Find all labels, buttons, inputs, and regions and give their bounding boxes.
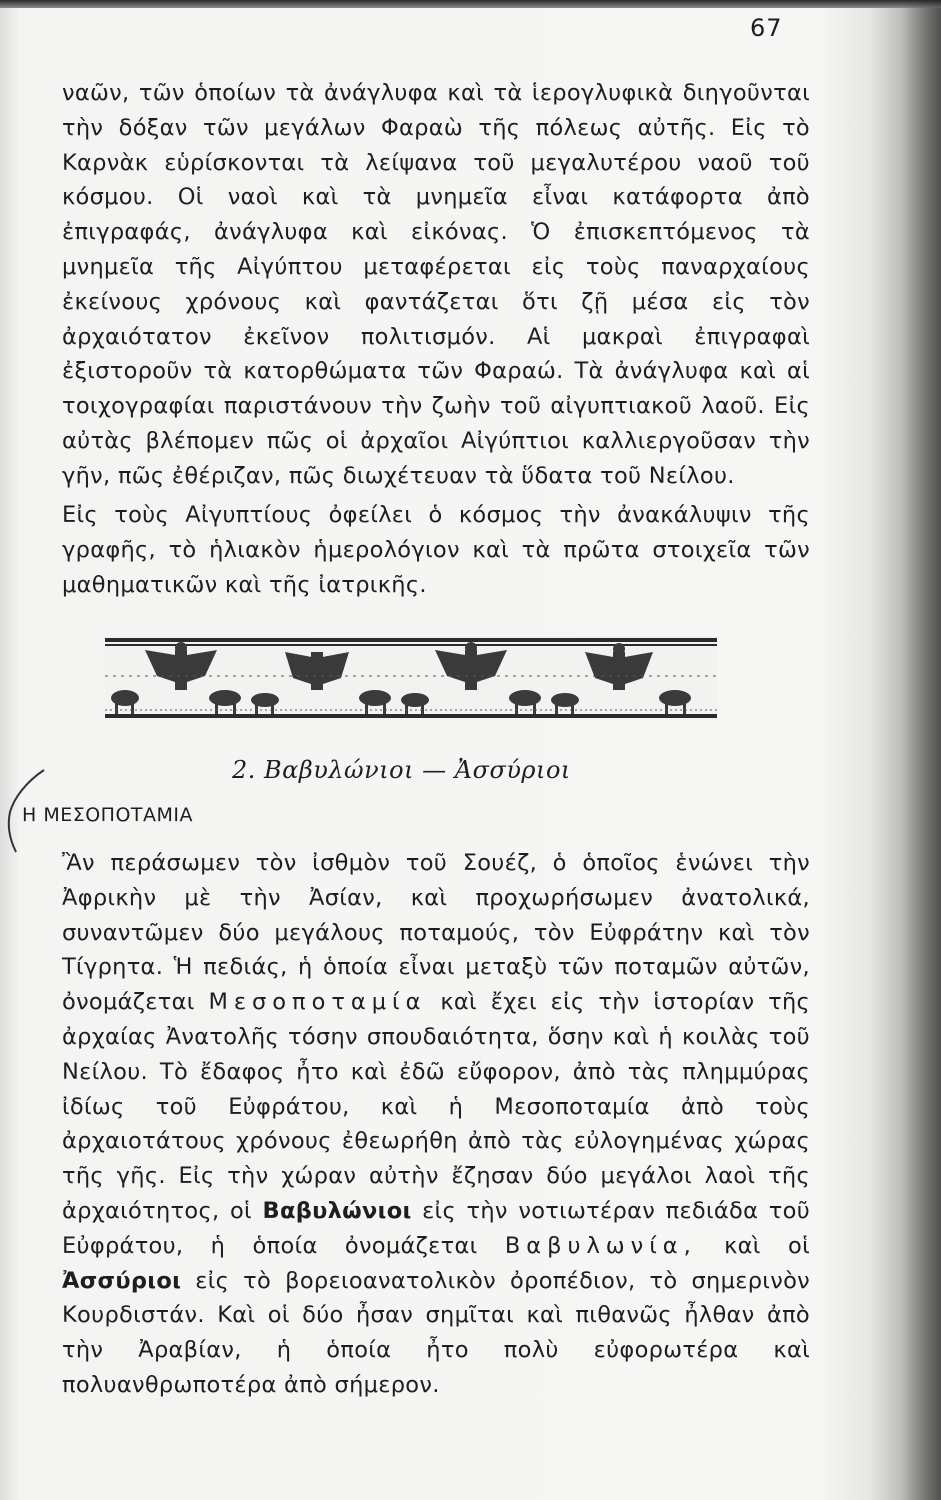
paragraph-egypt-monuments: ναῶν, τῶν ὁποίων τὰ ἀνάγλυφα καὶ τὰ ἱερογλυφικὰ διηγοῦνται τὴν δόξαν τῶν μεγάλων Φαραὼ τῆς πόλεως αὐτῆς. Εἰς τὸ Καρνὰκ εὑρίσκονται τὰ λείψανα τοῦ μεγαλυτέρου ναοῦ τοῦ κόσμου. Οἱ ναοὶ καὶ τὰ μνημεῖα εἶναι κατάφορτα ἀπὸ ἐπιγραφάς, ἀνάγλυφα καὶ εἰκόνας. Ὁ ἐπισκεπτόμενος τὰ μνημεῖα τῆς Αἰγύπτου μεταφέρεται εἰς τοὺς παναρχαίους ἐκείνους χρόνους καὶ φαντάζεται ὅτι ζῇ μέσα εἰς τὸν ἀρχαιότατον ἐκεῖνον πολιτισμόν. Αἱ μακραὶ ἐπιγραφαὶ ἐξιστοροῦν τὰ κατορθώματα τῶν Φαραώ. Τὰ ἀνάγλυφα καὶ αἱ τοιχογραφίαι παριστάνουν τὴν ζωὴν τοῦ αἰγυπτιακοῦ λαοῦ. Εἰς αὐτὰς βλέπομεν πῶς οἱ ἀρχαῖοι Αἰγύπτιοι καλλιεργοῦσαν τὴν γῆν, πῶς ἐθέριζαν, πῶς διωχέτευαν τὰ ὕδατα τοῦ Νείλου. bbox=[62, 80, 810, 489]
page-top-edge bbox=[0, 0, 941, 8]
term-babylonians: Βαβυλώνιοι bbox=[262, 1197, 412, 1224]
text-run: εἰς τὴν νοτιωτέραν πεδιάδα τοῦ Εὐφράτου, ἡ ὁποία ὀνομάζεται bbox=[62, 1197, 811, 1259]
subheading-mesopotamia: Η ΜΕΣΟΠΟΤΑΜΙΑ bbox=[22, 804, 194, 826]
assyrian-frieze-illustration bbox=[105, 636, 717, 720]
paragraph-egypt-legacy: Εἰς τοὺς Αἰγυπτίους ὀφείλει ὁ κόσμος τὴν ἀνακάλυψιν τῆς γραφῆς, τὸ ἡλιακὸν ἡμερολόγιον καὶ τὰ πρῶτα στοιχεῖα τῶν μαθηματικῶν καὶ τῆς ἰατρικῆς. bbox=[62, 502, 810, 598]
term-mesopotamia: Μεσοποταμία bbox=[208, 989, 427, 1016]
text-run: εἰς τὸ βορειοανατολικὸν ὀροπέδιον, τὸ σημερινὸν Κουρδιστάν. Καὶ οἱ δύο ἦσαν σημῖται καὶ πιθανῶς ἦλθαν ἀπὸ τὴν Ἀραβίαν, ἡ ὁποία ἦτο πολὺ εὐφορωτέρα καὶ πολυανθρωποτέρα ἀπὸ σήμερον. bbox=[62, 1267, 810, 1398]
term-babylonia: Βαβυλωνία, bbox=[504, 1232, 697, 1259]
text-run: καὶ ἔχει εἰς τὴν ἱστορίαν τῆς ἀρχαίας Ἀνατολῆς τόσην σπουδαιότητα, ὅσην καὶ ἡ κοιλὰς τοῦ Νείλου. Τὸ ἔδαφος ἦτο καὶ ἐδῶ εὔφορον, ἀπὸ τὰς πλημμύρας ἰδίως τοῦ Εὐφράτου, καὶ ἡ Μεσοποταμία ἀπὸ τοὺς ἀρχαιοτάτους χρόνους ἐθεωρήθη ἀπὸ τὰς εὐλογημένας χώρας τῆς γῆς. Εἰς τὴν χώραν αὐτὴν ἔζησαν δύο μεγάλοι λαοὶ τῆς ἀρχαιότητος, οἱ bbox=[62, 989, 811, 1224]
paragraph-mesopotamia bbox=[62, 846, 810, 1403]
term-assyrians: Ἀσσύριοι bbox=[62, 1267, 182, 1294]
text-run: Ἂν περάσωμεν τὸν ἰσθμὸν τοῦ Σουέζ, ὁ ὁποῖος ἑνώνει τὴν Ἀφρικὴν μὲ τὴν Ἀσίαν, καὶ προχωρήσωμεν ἀνατολικά, συναντῶμεν δύο μεγάλους ποταμούς, τὸν Εὐφράτην καὶ τὸν Τίγρητα. Ἡ πεδιάς, ἡ ὁποία εἶναι μεταξὺ τῶν ποταμῶν αὐτῶν, ὀνομάζεται bbox=[62, 850, 810, 1016]
text-run: καὶ οἱ bbox=[724, 1232, 811, 1259]
page-number: 67 bbox=[750, 14, 783, 42]
section-heading: 2. Βαβυλώνιοι — Ἀσσύριοι bbox=[232, 756, 571, 784]
page-binding-shadow bbox=[901, 0, 941, 1500]
